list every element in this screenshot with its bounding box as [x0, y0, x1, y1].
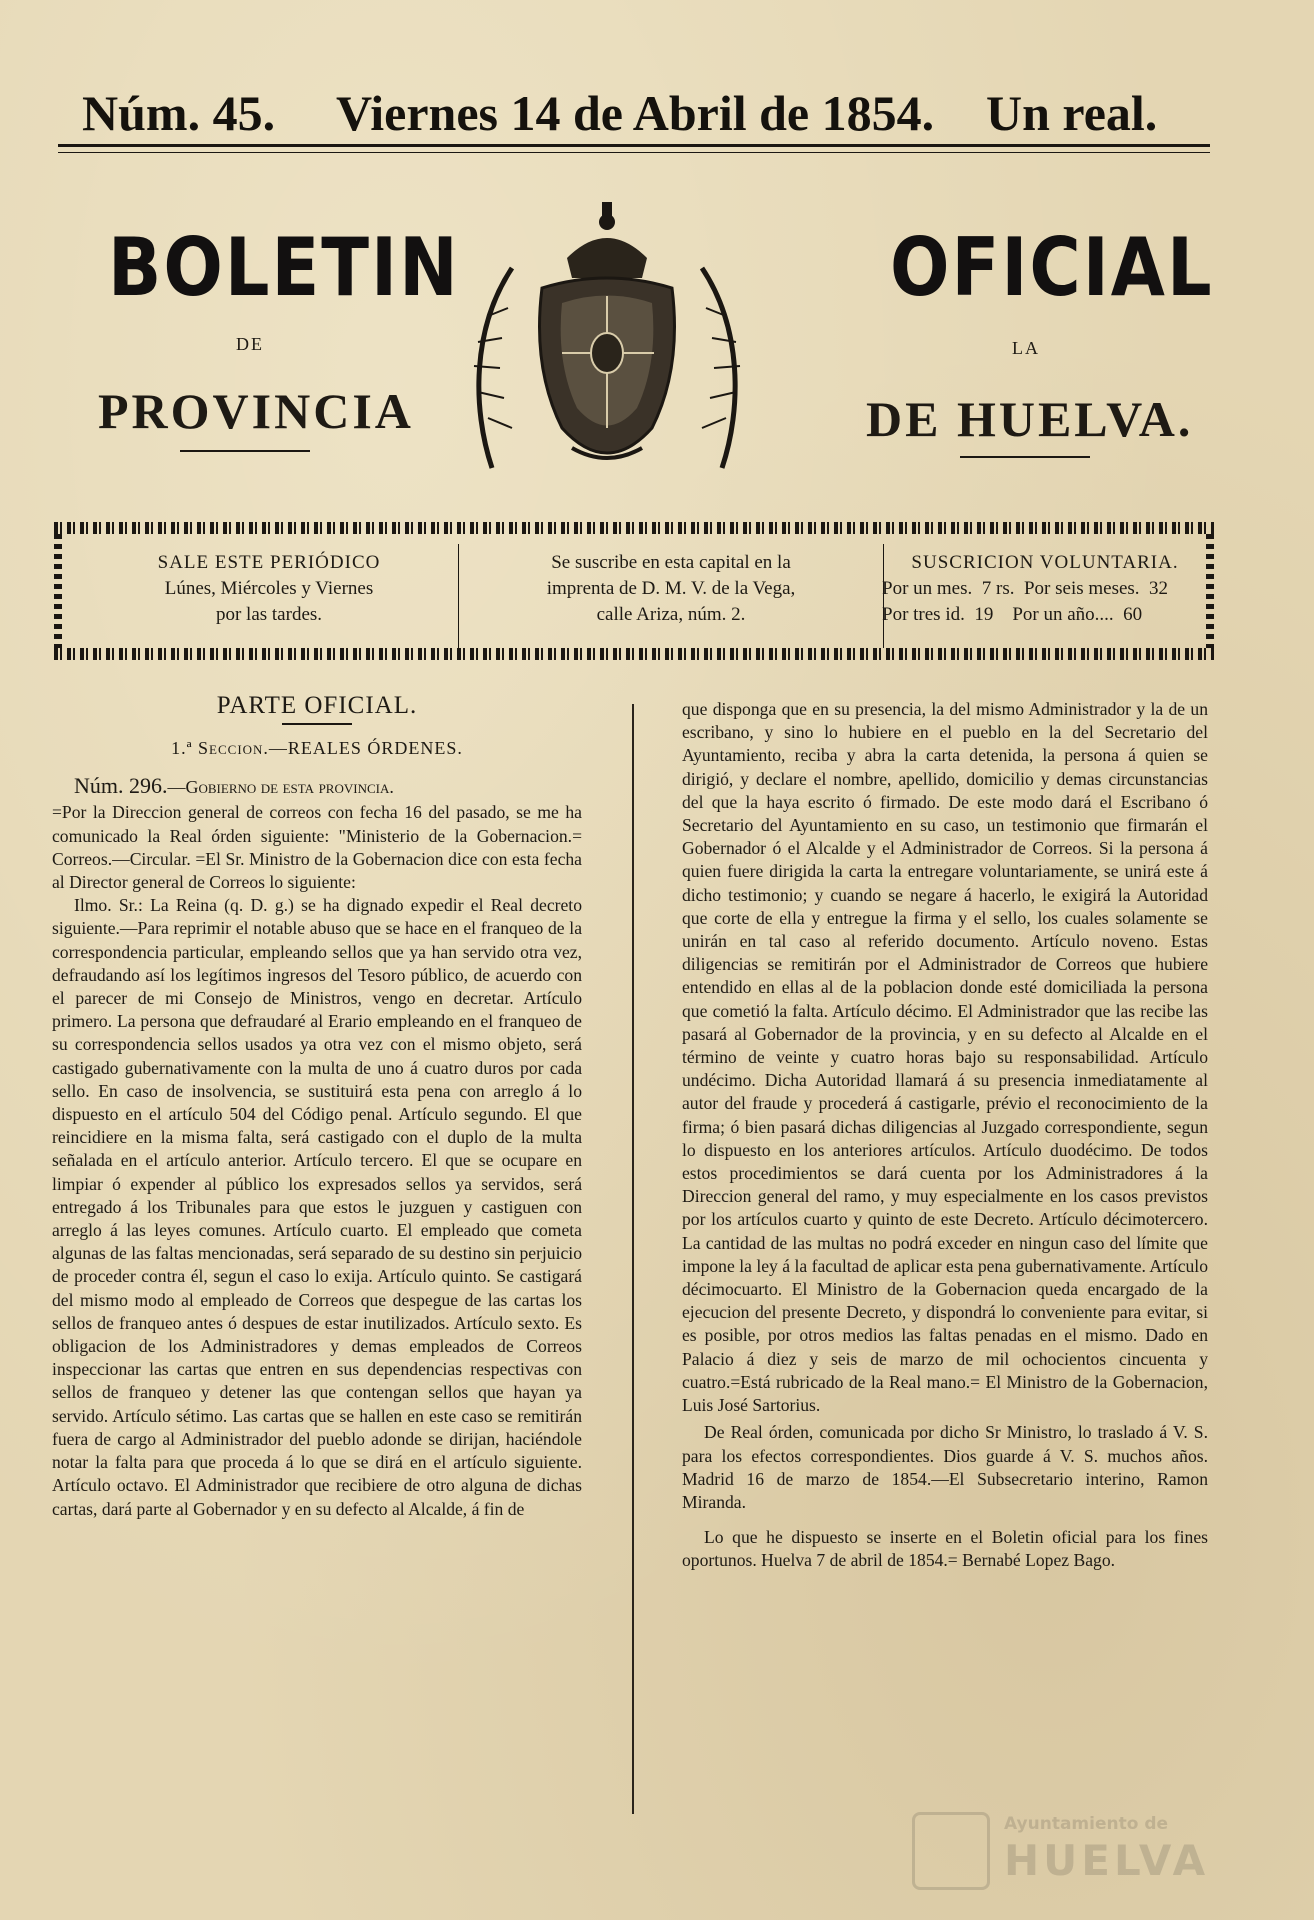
article-column-right	[682, 698, 1208, 1573]
info-subscription-prices	[880, 550, 1208, 628]
article-paragraph: De Real órden, comunicada por dicho Sr Ministro, lo traslado á V. S. para los efectos correspondientes. Dios guarde á V. S. muchos años. Madrid 16 de marzo de 1854.—El Subsecretario interino, Ramon Miranda.	[682, 1422, 1208, 1512]
article-column-left	[52, 690, 582, 1521]
masthead-boletin: BOLETIN	[108, 220, 460, 315]
header-rule-thin	[58, 152, 1210, 153]
section-title: PARTE OFICIAL.	[216, 692, 418, 719]
masthead-provincia: PROVINCIA	[98, 383, 414, 439]
header-rule-thick	[58, 144, 1210, 147]
info-days-line: Lúnes, Miércoles y Viernes	[164, 578, 374, 599]
watermark-main: HUELVA	[1004, 1836, 1210, 1885]
issue-date: Viernes 14 de Abril de 1854.	[336, 85, 935, 141]
masthead-de: DE	[236, 334, 264, 354]
subsection-title: 1.ª Seccion.—REALES ÓRDENES.	[171, 738, 463, 759]
archive-watermark	[912, 1808, 1232, 1888]
info-border-bottom	[54, 648, 1214, 660]
article-number-title: —Gobierno de esta provincia.	[167, 777, 394, 798]
info-prices-row1: Por un mes. 7 rs. Por seis meses. 32	[882, 578, 1169, 599]
masthead-huelva: DE HUELVA.	[866, 391, 1194, 447]
info-place-line3: calle Ariza, núm. 2.	[596, 604, 746, 625]
article-number: Núm. 296.	[74, 773, 168, 799]
issue-price: Un real.	[986, 85, 1158, 141]
article-paragraph: que disponga que en su presencia, la del mismo Administrador y la de un escribano, y sino lo hubiere en el pueblo en la del Secretario del Ayuntamiento, reciba y abra la carta detenida, la persona á quien se dirigió, y declare el nombre, apellido, domicilio y demas circunstancias del que la haya escrito ó firmado. De este modo dará el Escribano ó Secretario del Ayuntamiento en su caso, un testimonio que firmarán el Gobernador ó el Alcalde y el Administrador de Correos. Si la persona á quien fuere dirigida la carta la entregare voluntariamente, se unirá este á dicho testimonio; y cuando se negare á hacerlo, le exigirá la Autoridad que corte de ella y entregue la firma y el sello, los cuales solamente se unirán en tal caso al referido documento. Artículo noveno. Estas diligencias se remitirán por el Administrador de Correos que hubiere entendido en ellas al de la poblacion donde esté domiciliada la persona que cometió la falta. Artículo décimo. El Administrador que las recibe las pasará al Gobernador de la provincia, y en su defecto al Alcalde en el término de veinte y cuatro horas bajo su responsabilidad. Artículo undécimo. Dicha Autoridad llamará á su presencia inmediatamente al autor del fraude y procederá á castigarle, prévio el reconocimiento de la firma; ó bien pasará dichas diligencias al Juzgado correspondiente, segun lo dispuesto en los anteriores artículos. Artículo duodécimo. De todos estos procedimientos se dará cuenta por los Administradores á la Direccion general del ramo, y muy especialmente en los casos previstos por los artículos cuarto y quinto de este Decreto. Artículo décimotercero. La cantidad de las multas no podrá exceder en ningun caso del límite que impone la ley á la facultad de aplicar esta pena gubernativamente. Artículo décimocuarto. El Ministro de la Gobernacion queda encargado de la ejecucion del presente Decreto, y dispondrá lo conveniente para evitar, si es posible, por otros medios las faltas penadas en el mismo. Dado en Palacio á diez y seis de marzo de mil ochocientos cincuenta y cuatro.=Está rubricado de la Real mano.= El Ministro de la Gobernacion, Luis José Sartorius.	[682, 699, 1208, 1416]
flourish-left	[180, 450, 310, 452]
masthead-oficial: OFICIAL	[890, 220, 1214, 315]
masthead-la: LA	[1012, 338, 1040, 358]
flourish-right	[960, 456, 1090, 458]
info-place-line2: imprenta de D. M. V. de la Vega,	[546, 578, 796, 599]
watermark-top: Ayuntamiento de	[1004, 1814, 1169, 1834]
info-prices-row2: Por tres id. 19 Por un año.... 60	[882, 604, 1143, 625]
info-prices-title: SUSCRICION VOLUNTARIA.	[911, 552, 1179, 573]
subscription-info-box	[54, 522, 1214, 660]
info-days-title: SALE ESTE PERIÓDICO	[157, 552, 381, 573]
info-publication-days	[74, 550, 464, 628]
article-paragraph: =Por la Direccion general de correos con fecha 16 del pasado, se me ha comunicado la Real órden siguiente: "Ministerio de la Gobernacion.= Correos.—Circular. =El Sr. Ministro de la Gobernacion dice con esta fecha al Director general de Correos lo siguiente:	[52, 802, 582, 893]
column-divider	[632, 704, 634, 1814]
article-paragraph: Ilmo. Sr.: La Reina (q. D. g.) se ha dignado expedir el Real decreto siguiente.—Para reprimir el notable abuso que se hace en el franqueo de la correspondencia particular, empleando sellos que ya han servido otra vez, defraudando así los legítimos ingresos del Tesoro público, de acuerdo con el parecer de mi Consejo de Ministros, vengo en decretar. Artículo primero. La persona que defraudaré al Erario empleando en el franqueo de su correspondencia sellos usados ya otra vez con el mismo objeto, será castigado gubernativamente con la multa de uno á cuatro duros por cada sello. En caso de insolvencia, se sustituirá esta pena con arreglo á lo dispuesto en el artículo 504 del Código penal. Artículo segundo. El que reincidiere en la misma falta, será castigado con el duplo de la multa señalada en el artículo anterior. Artículo tercero. El que se ocupare en limpiar ó expender al público los expresados sellos ya servidos, será entregado á los Tribunales para que estos le juzguen y castiguen con arreglo á las leyes comunes. Artículo cuarto. El empleado que cometa algunas de las faltas mencionadas, será separado de su destino sin perjuicio de proceder contra él, segun el caso lo exija. Artículo quinto. Se castigará del mismo modo al empleado de Correos que despegue de las cartas los sellos de franqueo antes ó despues de estar inutilizados. Artículo sexto. Es obligacion de los Administradores y demas empleados de Correos inspeccionar las cartas que entren en sus dependencias respectivas con sellos de franqueo y detener las que contengan sellos que hayan ya servido. Artículo sétimo. Las cartas que se hallen en este caso se remitirán fuera de cargo al Administrador del pueblo adonde se dirijan, haciéndole notar la falta para que proceda á lo que se dirá en el artículo siguiente. Artículo octavo. El Administrador que recibiere de otro alguna de dichas cartas, dará parte al Gobernador y en su defecto al Alcalde, á fin de	[52, 895, 582, 1519]
watermark-logo-icon	[912, 1812, 990, 1890]
issue-line	[60, 78, 1210, 148]
issue-number: Núm. 45.	[82, 85, 276, 141]
info-days-time: por las tardes.	[215, 604, 323, 625]
article-heading	[52, 772, 582, 801]
article-signature-paragraph: Lo que he dispuesto se inserte en el Boletin oficial para los fines oportunos. Huelva 7 de abril de 1854.= Bernabé Lopez Bago.	[682, 1527, 1208, 1571]
royal-coat-of-arms-icon	[452, 188, 762, 488]
info-place-line1: Se suscribe en esta capital en la	[551, 552, 791, 573]
info-border-left	[54, 534, 62, 648]
section-ornament	[282, 723, 352, 725]
info-border-top	[54, 522, 1214, 534]
info-subscription-place	[458, 544, 884, 648]
